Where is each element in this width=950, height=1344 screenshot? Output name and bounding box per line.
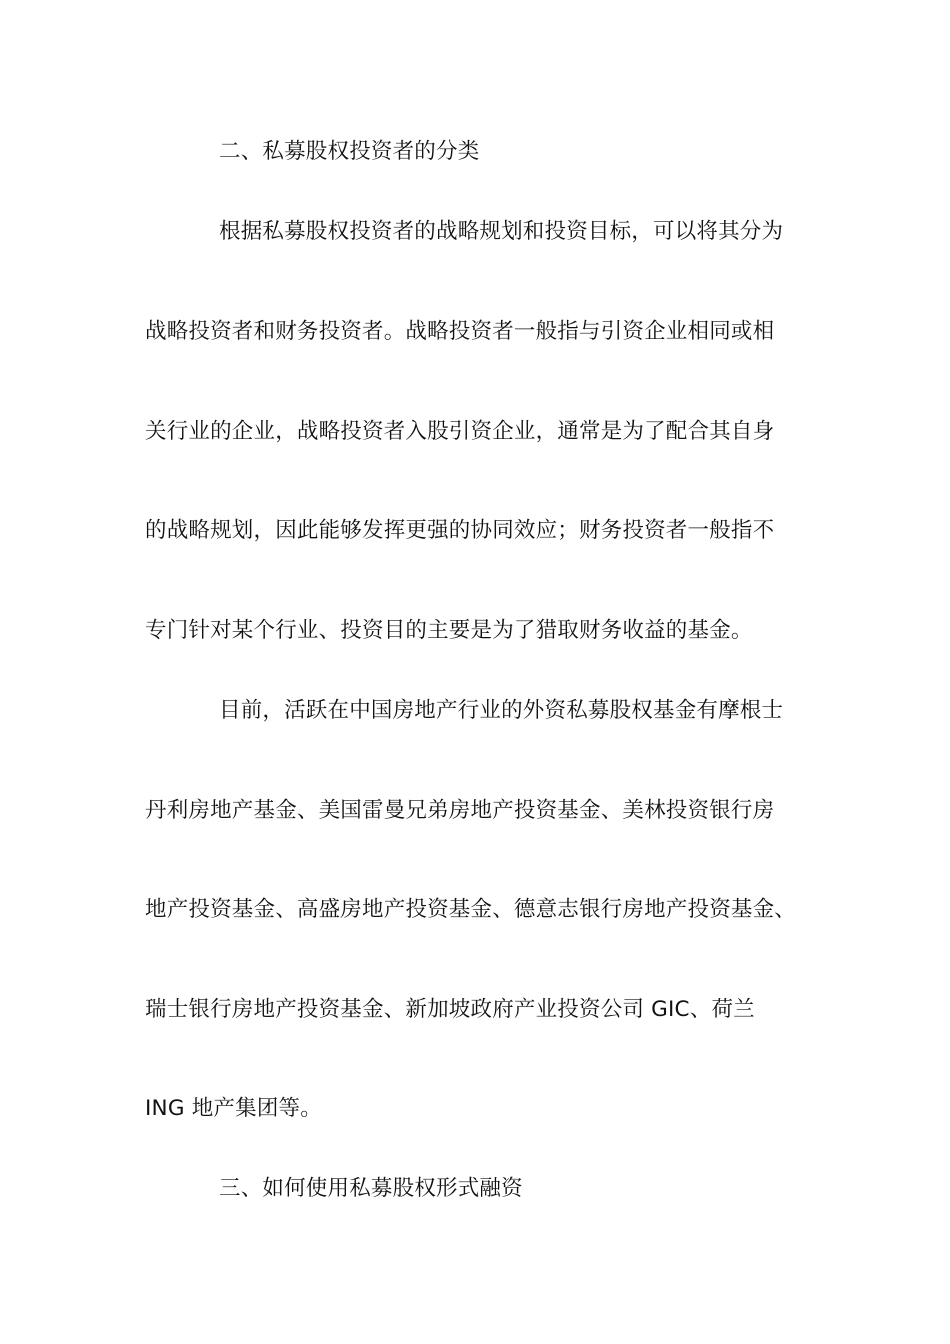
paragraph-line: ING 地产集团等。 (145, 1096, 322, 1121)
paragraph-line: 地产投资基金、高盛房地产投资基金、德意志银行房地产投资基金、 (145, 897, 797, 922)
section-heading-3: 三、如何使用私募股权形式融资 (219, 1176, 523, 1201)
paragraph-line: 根据私募股权投资者的战略规划和投资目标，可以将其分为 (219, 219, 784, 244)
section-heading-2: 二、私募股权投资者的分类 (219, 139, 480, 164)
paragraph-line: 专门针对某个行业、投资目的主要是为了猎取财务收益的基金。 (145, 618, 753, 643)
paragraph-line: 关行业的企业，战略投资者入股引资企业，通常是为了配合其自身 (145, 419, 775, 444)
paragraph-line: 目前，活跃在中国房地产行业的外资私募股权基金有摩根士 (219, 698, 784, 723)
paragraph-line: 的战略规划，因此能够发挥更强的协同效应；财务投资者一般指不 (145, 518, 775, 543)
paragraph-line: 战略投资者和财务投资者。战略投资者一般指与引资企业相同或相 (145, 319, 775, 344)
paragraph-line: 瑞士银行房地产投资基金、新加坡政府产业投资公司 GIC、荷兰 (145, 997, 755, 1022)
paragraph-line: 丹利房地产基金、美国雷曼兄弟房地产投资基金、美林投资银行房 (145, 798, 775, 823)
